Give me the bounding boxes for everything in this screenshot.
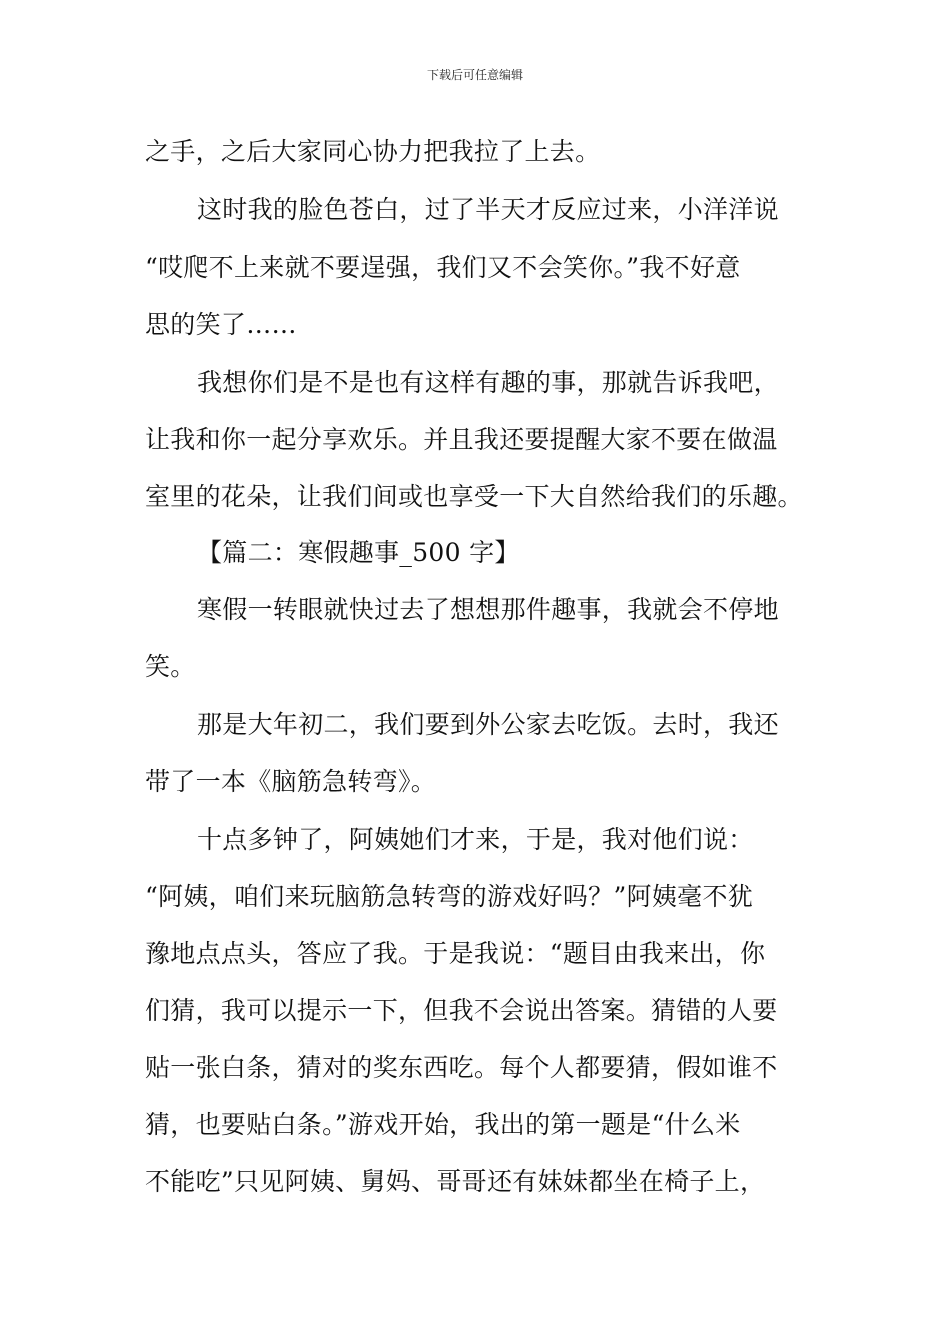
text-line: 让我和你一起分享欢乐。并且我还要提醒大家不要在做温 bbox=[145, 425, 778, 454]
text-line: 之手，之后大家同心协力把我拉了上去。 bbox=[145, 137, 601, 166]
text-line: 寒假一转眼就快过去了想想那件趣事，我就会不停地 bbox=[197, 595, 779, 624]
section-heading: 【篇二：寒假趣事_500 字】 bbox=[197, 538, 520, 567]
text-line: 十点多钟了，阿姨她们才来，于是，我对他们说： bbox=[197, 825, 754, 854]
text-line: 这时我的脸色苍白，过了半天才反应过来，小洋洋说 bbox=[197, 195, 779, 224]
page-header: 下载后可任意编辑 bbox=[426, 68, 523, 82]
text-line: 笑。 bbox=[145, 652, 196, 681]
text-line: 不能吃”只见阿姨、舅妈、哥哥还有妹妹都坐在椅子上， bbox=[145, 1167, 766, 1196]
text-line: 猜，也要贴白条。”游戏开始，我出的第一题是“什么米 bbox=[145, 1110, 741, 1139]
text-line: 思的笑了…… bbox=[145, 310, 297, 339]
text-line: 们猜，我可以提示一下，但我不会说出答案。猜错的人要 bbox=[145, 996, 778, 1025]
text-line: “哎爬不上来就不要逞强，我们又不会笑你。”我不好意 bbox=[145, 253, 741, 282]
text-line: 那是大年初二，我们要到外公家去吃饭。去时，我还 bbox=[197, 710, 779, 739]
text-line: 贴一张白条，猜对的奖东西吃。每个人都要猜，假如谁不 bbox=[145, 1053, 778, 1082]
text-line: 我想你们是不是也有这样有趣的事，那就告诉我吧， bbox=[197, 368, 779, 397]
text-line: 室里的花朵，让我们间或也享受一下大自然给我们的乐趣。 bbox=[145, 482, 803, 511]
text-line: “阿姨，咱们来玩脑筋急转弯的游戏好吗？”阿姨毫不犹 bbox=[145, 882, 754, 911]
text-line: 带了一本《脑筋急转弯》。 bbox=[145, 767, 437, 796]
text-line: 豫地点点头，答应了我。于是我说：“题目由我来出，你 bbox=[145, 939, 766, 968]
